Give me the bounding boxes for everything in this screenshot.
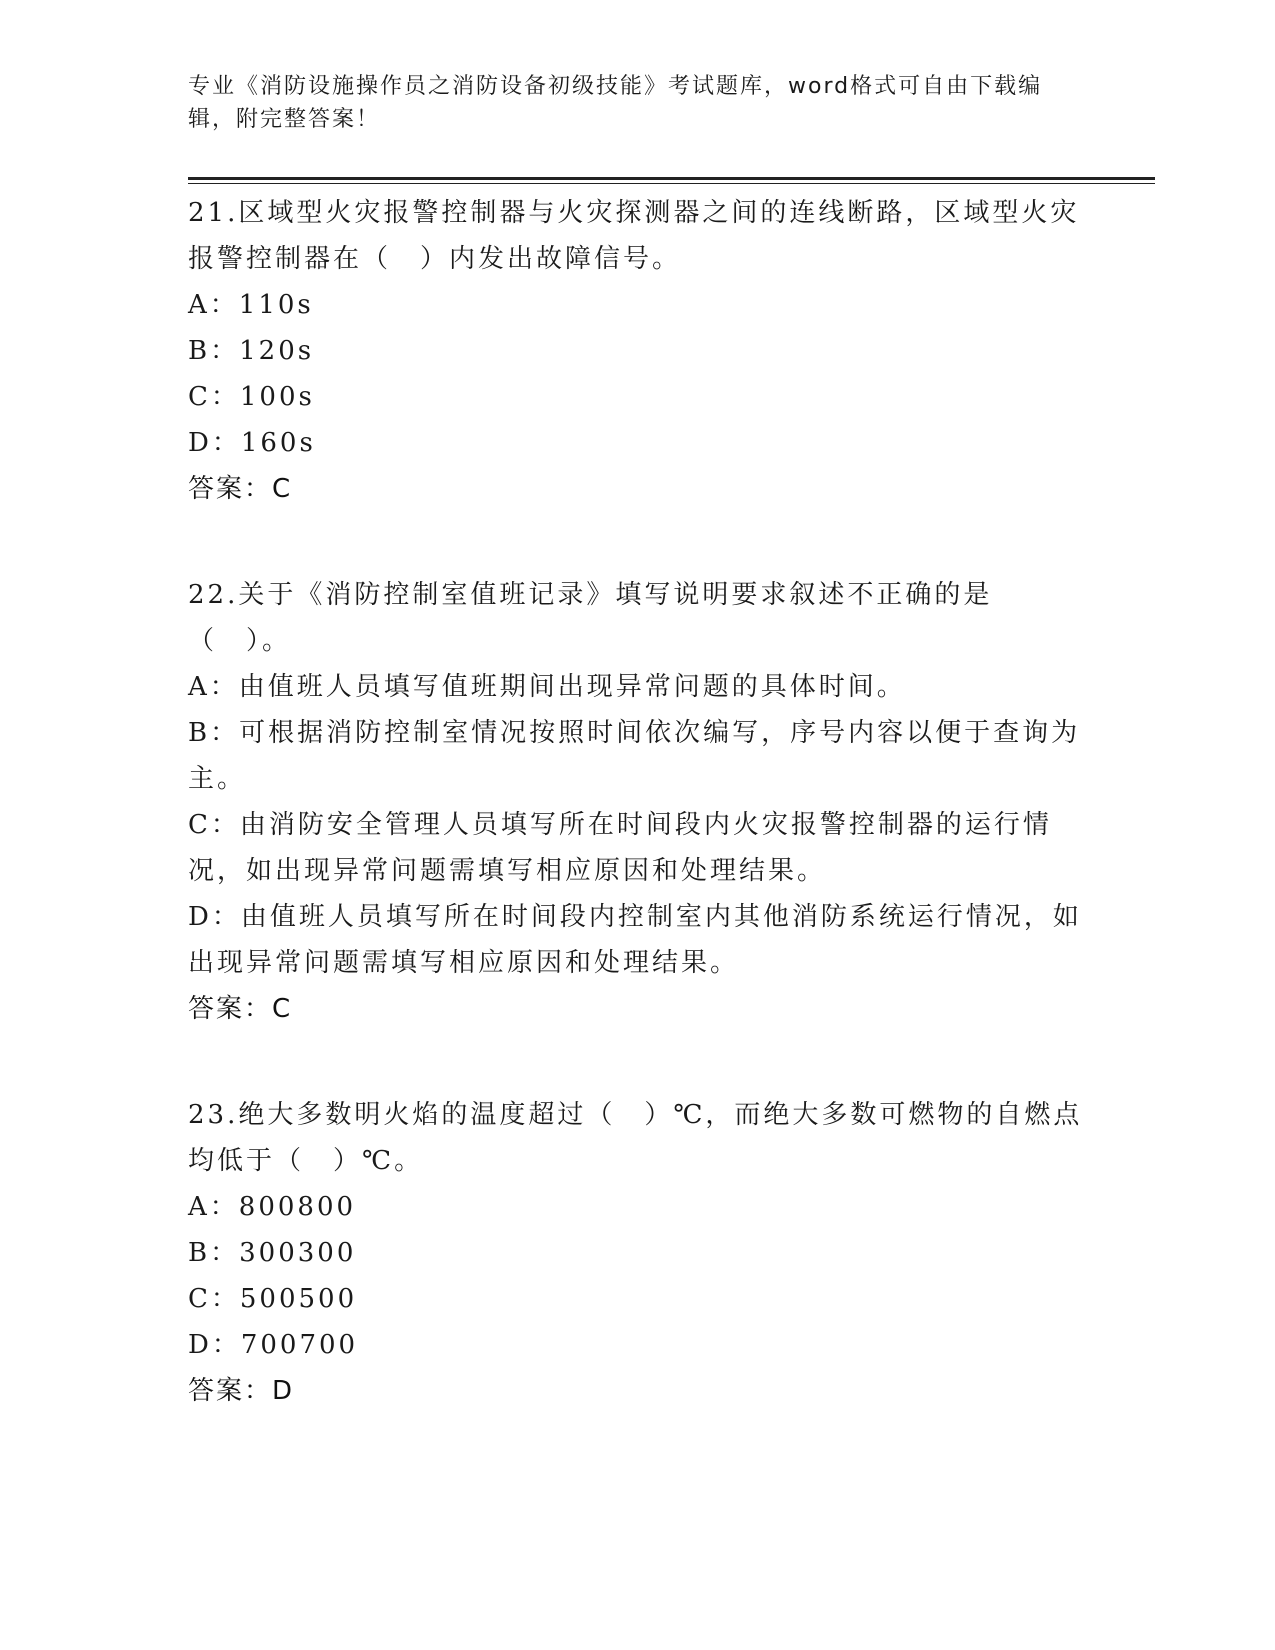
question-spacer	[188, 512, 1088, 572]
option-d: D：700700	[188, 1330, 359, 1360]
option-a: A：由值班人员填写值班期间出现异常问题的具体时间。	[188, 672, 906, 702]
question-stem: 21.区域型火灾报警控制器与火灾探测器之间的连线断路，区域型火灾报警控制器在（ ）内发出故障信号。	[188, 198, 1080, 274]
header-divider-thick	[188, 177, 1155, 180]
option-c: C：100s	[188, 382, 315, 412]
option-d: D：由值班人员填写所在时间段内控制室内其他消防系统运行情况，如出现异常问题需填写相应原因和处理结果。	[188, 902, 1082, 978]
option-a: A：110s	[188, 290, 314, 320]
option-d: D：160s	[188, 428, 316, 458]
question-list	[188, 190, 1088, 1414]
option-c: C：500500	[188, 1284, 358, 1314]
option-c: C：由消防安全管理人员填写所在时间段内火灾报警控制器的运行情况，如出现异常问题需填写相应原因和处理结果。	[188, 810, 1052, 886]
question-23	[188, 1092, 1088, 1414]
option-b: B：300300	[188, 1238, 357, 1268]
question-stem: 23.绝大多数明火焰的温度超过（ ）℃，而绝大多数可燃物的自燃点均低于（ ）℃。	[188, 1100, 1083, 1176]
question-stem: 22.关于《消防控制室值班记录》填写说明要求叙述不正确的是（ ）。	[188, 580, 993, 656]
option-b: B：120s	[188, 336, 315, 366]
option-a: A：800800	[188, 1192, 357, 1222]
question-spacer	[188, 1032, 1088, 1092]
question-22	[188, 572, 1088, 1032]
document-header: 专业《消防设施操作员之消防设备初级技能》考试题库，word格式可自由下载编辑，附完整答案！	[188, 74, 1043, 132]
answer-label: 答案：C	[188, 474, 293, 504]
option-b: B：可根据消防控制室情况按照时间依次编写，序号内容以便于查询为主。	[188, 718, 1081, 794]
answer-label: 答案：C	[188, 994, 293, 1024]
question-21	[188, 190, 1088, 512]
answer-label: 答案：D	[188, 1376, 295, 1406]
header-divider-thin	[188, 183, 1155, 184]
